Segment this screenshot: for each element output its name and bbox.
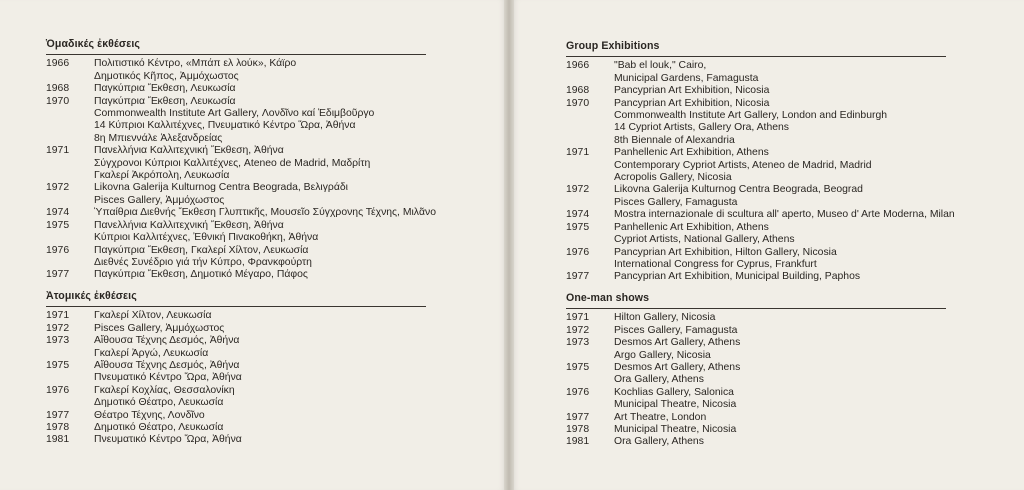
entry-line: Παγκύπρια Ἔκθεση, Γκαλερί Χίλτον, Λευκωσία [94,244,309,256]
entry-lines [94,310,211,322]
entry-line: Contemporary Cypriot Artists, Ateneo de Madrid, Madrid [614,159,872,171]
entry-line: Panhellenic Art Exhibition, Athens [614,221,769,233]
entry-lines [614,247,837,272]
entry-line: Acropolis Gallery, Nicosia [614,172,732,184]
entry-line: Commonwealth Institute Art Gallery, London and Edinburgh [614,110,888,122]
entry-line: 14 Cypriot Artists, Gallery Ora, Athens [614,122,789,134]
exhibition-entry [566,247,1006,272]
entry-line: Ora Gallery, Athens [614,374,704,386]
entry-lines [94,385,235,410]
entry-line: Pisces Gallery, Ἀμμόχωστος [94,322,225,334]
entry-line: Argo Gallery, Nicosia [614,349,711,361]
entry-year: 1978 [46,422,70,434]
section-heading: One-man shows [566,292,650,304]
entry-lines [614,325,737,337]
entry-lines [94,58,296,83]
entry-line: Δημοτικός Κῆπος, Ἀμμόχωστος [94,70,239,82]
entry-lines [614,60,758,85]
entry-line: Pisces Gallery, Famagusta [614,324,738,336]
entry-line: Kochlias Gallery, Salonica [614,386,734,398]
exhibition-entry [566,60,1006,85]
entry-lines [94,269,308,281]
exhibition-entry [46,335,486,360]
entry-year: 1973 [46,335,70,347]
exhibition-entry [566,184,1006,209]
entry-line: Σύγχρονοι Κύπριοι Καλλιτέχνες, Ateneo de Madrid, Μαδρίτη [94,157,371,169]
entry-lines [94,83,236,95]
entry-line: 8th Biennale of Alexandria [614,134,735,146]
entry-line: Αἴθουσα Τέχνης Δεσμός, Ἀθήνα [94,335,240,347]
entry-lines [94,207,436,219]
entry-line: Mostra internazionale di scultura all' aperto, Museo d' Arte Moderna, Milan [614,209,955,221]
entry-year: 1975 [46,219,70,231]
entry-lines [94,182,348,207]
entry-lines [614,271,860,283]
exhibition-entry [566,362,1006,387]
exhibition-entry [46,182,486,207]
entry-lines [94,145,370,182]
exhibition-entry [566,147,1006,184]
entry-year: 1975 [566,221,590,233]
entry-line: Municipal Gardens, Famagusta [614,72,759,84]
entry-lines [614,436,704,448]
greek-group-exhibitions [46,38,486,282]
entry-year: 1966 [566,60,590,72]
entry-year: 1971 [566,312,590,324]
entry-year: 1970 [46,95,70,107]
entry-year: 1972 [46,182,70,194]
entry-lines [614,222,795,247]
exhibition-entry [46,422,486,434]
entry-line: Παγκύπρια Ἔκθεση, Δημοτικό Μέγαρο, Πάφος [94,269,308,281]
exhibition-entry [566,387,1006,412]
exhibition-entry [566,312,1006,324]
exhibition-entry [46,96,486,146]
entry-lines [94,422,223,434]
entry-year: 1972 [566,324,590,336]
entry-year: 1971 [46,310,70,322]
entry-line: Art Theatre, London [614,411,707,423]
entry-line: Πνευματικό Κέντρο Ὥρα, Ἀθήνα [94,434,242,446]
section-heading: Group Exhibitions [566,40,660,52]
entry-line: Διεθνές Συνέδριο γιά τήν Κύπρο, Φρανκφούρτη [94,256,312,268]
entry-line: "Bab el louk," Cairo, [614,60,707,72]
entry-line: Ὑπαίθρια Διεθνής Ἔκθεση Γλυπτικῆς, Μουσεῖο Σύγχρονης Τέχνης, Μιλᾶνο [94,207,436,219]
entry-year: 1974 [46,207,70,219]
exhibition-entry [46,323,486,335]
exhibition-entry [566,325,1006,337]
entry-lines [614,337,740,362]
entry-year: 1981 [46,434,70,446]
exhibition-entry [46,269,486,281]
section-heading: Ὁμαδικές ἐκθέσεις [46,38,140,50]
exhibition-entry [566,98,1006,148]
exhibition-entry [566,85,1006,97]
entry-line: Pancyprian Art Exhibition, Nicosia [614,85,770,97]
entry-line: Likovna Galerija Kulturnog Centra Beograda, Beograd [614,184,863,196]
exhibition-entry [46,434,486,446]
heading-rule [566,308,946,309]
entry-line: Pisces Gallery, Ἀμμόχωστος [94,194,225,206]
entry-line: Παγκύπρια Ἔκθεση, Λευκωσία [94,95,236,107]
heading-rule [46,306,426,307]
entry-line: Πανελλήνια Καλλιτεχνική Ἔκθεση, Ἀθήνα [94,219,284,231]
entry-line: Παγκύπρια Ἔκθεση, Λευκωσία [94,83,236,95]
entry-line: Pancyprian Art Exhibition, Nicosia [614,97,770,109]
entry-year: 1970 [566,97,590,109]
heading-rule [566,56,946,57]
exhibition-entry [566,424,1006,436]
entry-line: Ora Gallery, Athens [614,436,704,448]
entry-year: 1968 [566,85,590,97]
entry-lines [94,335,239,360]
entry-line: Δημοτικό Θέατρο, Λευκωσία [94,397,224,409]
entry-lines [614,184,863,209]
entry-lines [614,209,955,221]
entry-line: 8η Μπιεννάλε Ἀλεξανδρείας [94,132,223,144]
entry-lines [614,387,736,412]
entry-year: 1976 [46,244,70,256]
entry-line: Γκαλερί Κοχλίας, Θεσσαλονίκη [94,384,235,396]
entry-year: 1977 [566,411,590,423]
entry-year: 1971 [46,145,70,157]
entry-line: Γκαλερί Ἀκρόπολη, Λευκωσία [94,170,230,182]
entry-line: Γκαλερί Ἀργώ, Λευκωσία [94,347,209,359]
entry-year: 1976 [566,246,590,258]
entry-lines [94,245,312,270]
entry-line: Δημοτικό Θέατρο, Λευκωσία [94,422,224,434]
entry-line: Pancyprian Art Exhibition, Municipal Building, Paphos [614,271,861,283]
entry-line: Κύπριοι Καλλιτέχνες, Ἐθνική Πινακοθήκη, Ἀθήνα [94,232,319,244]
entry-year: 1972 [46,322,70,334]
entry-line: Θέατρο Τέχνης, Λονδῖνο [94,409,205,421]
entry-year: 1976 [566,386,590,398]
entry-line: Municipal Theatre, Nicosia [614,399,737,411]
entry-year: 1976 [46,384,70,396]
entry-lines [614,98,887,148]
exhibition-entry [46,360,486,385]
entry-year: 1975 [46,360,70,372]
exhibition-entry [46,410,486,422]
exhibition-entry [46,207,486,219]
entry-year: 1971 [566,147,590,159]
entry-lines [94,434,242,446]
entry-line: Desmos Art Gallery, Athens [614,362,741,374]
entry-year: 1977 [46,409,70,421]
entry-lines [614,312,715,324]
entry-line: Pisces Gallery, Famagusta [614,196,738,208]
entry-line: Panhellenic Art Exhibition, Athens [614,147,769,159]
entry-lines [614,424,736,436]
entry-lines [94,96,374,146]
section-heading: Ἀτομικές ἐκθέσεις [46,290,137,302]
entry-year: 1973 [566,337,590,349]
exhibition-entry [46,245,486,270]
exhibition-entry [46,310,486,322]
entry-lines [614,147,872,184]
entry-line: 14 Κύπριοι Καλλιτέχνες, Πνευματικό Κέντρο Ὥρα, Ἀθήνα [94,120,356,132]
english-group-exhibitions [566,40,1006,284]
entry-lines [94,360,242,385]
entry-line: Αἴθουσα Τέχνης Δεσμός, Ἀθήνα [94,360,240,372]
exhibition-entry [46,83,486,95]
entry-year: 1972 [566,184,590,196]
exhibition-entry [46,145,486,182]
exhibition-entry [566,436,1006,448]
exhibition-entry [46,220,486,245]
entry-year: 1975 [566,362,590,374]
entry-line: International Congress for Cyprus, Frankfurt [614,258,817,270]
english-one-man-shows [566,292,1006,449]
entry-line: Likovna Galerija Kulturnog Centra Beograda, Βελιγράδι [94,182,348,194]
greek-solo-exhibitions [46,290,486,447]
entry-lines [614,85,769,97]
entry-year: 1968 [46,83,70,95]
entry-line: Γκαλερί Χίλτον, Λευκωσία [94,310,212,322]
entry-line: Πνευματικό Κέντρο Ὥρα, Ἀθήνα [94,372,242,384]
entry-year: 1977 [46,269,70,281]
entry-lines [94,410,205,422]
entry-year: 1978 [566,424,590,436]
entry-lines [94,323,224,335]
exhibition-entry [566,222,1006,247]
entry-line: Pancyprian Art Exhibition, Hilton Gallery, Nicosia [614,246,837,258]
entry-lines [94,220,318,245]
entry-line: Commonwealth Institute Art Gallery, Λονδῖνο καί Ἐδιμβοῦργο [94,108,375,120]
entry-line: Hilton Gallery, Nicosia [614,312,716,324]
heading-rule [46,54,426,55]
entry-lines [614,412,706,424]
exhibition-entry [566,271,1006,283]
book-gutter [504,0,514,490]
exhibition-entry [566,209,1006,221]
exhibition-entry [566,412,1006,424]
entry-year: 1966 [46,58,70,70]
entry-year: 1974 [566,209,590,221]
exhibition-entry [46,58,486,83]
entry-line: Cypriot Artists, National Gallery, Athens [614,234,795,246]
entry-line: Municipal Theatre, Nicosia [614,424,737,436]
exhibition-entry [566,337,1006,362]
exhibition-entry [46,385,486,410]
entry-year: 1977 [566,271,590,283]
entry-year: 1981 [566,436,590,448]
entry-lines [614,362,740,387]
entry-line: Πανελλήνια Καλλιτεχνική Ἔκθεση, Ἀθήνα [94,145,284,157]
entry-line: Πολιτιστικό Κέντρο, «Μπάπ ελ λούκ», Κάϊρο [94,58,297,70]
entry-line: Desmos Art Gallery, Athens [614,337,741,349]
